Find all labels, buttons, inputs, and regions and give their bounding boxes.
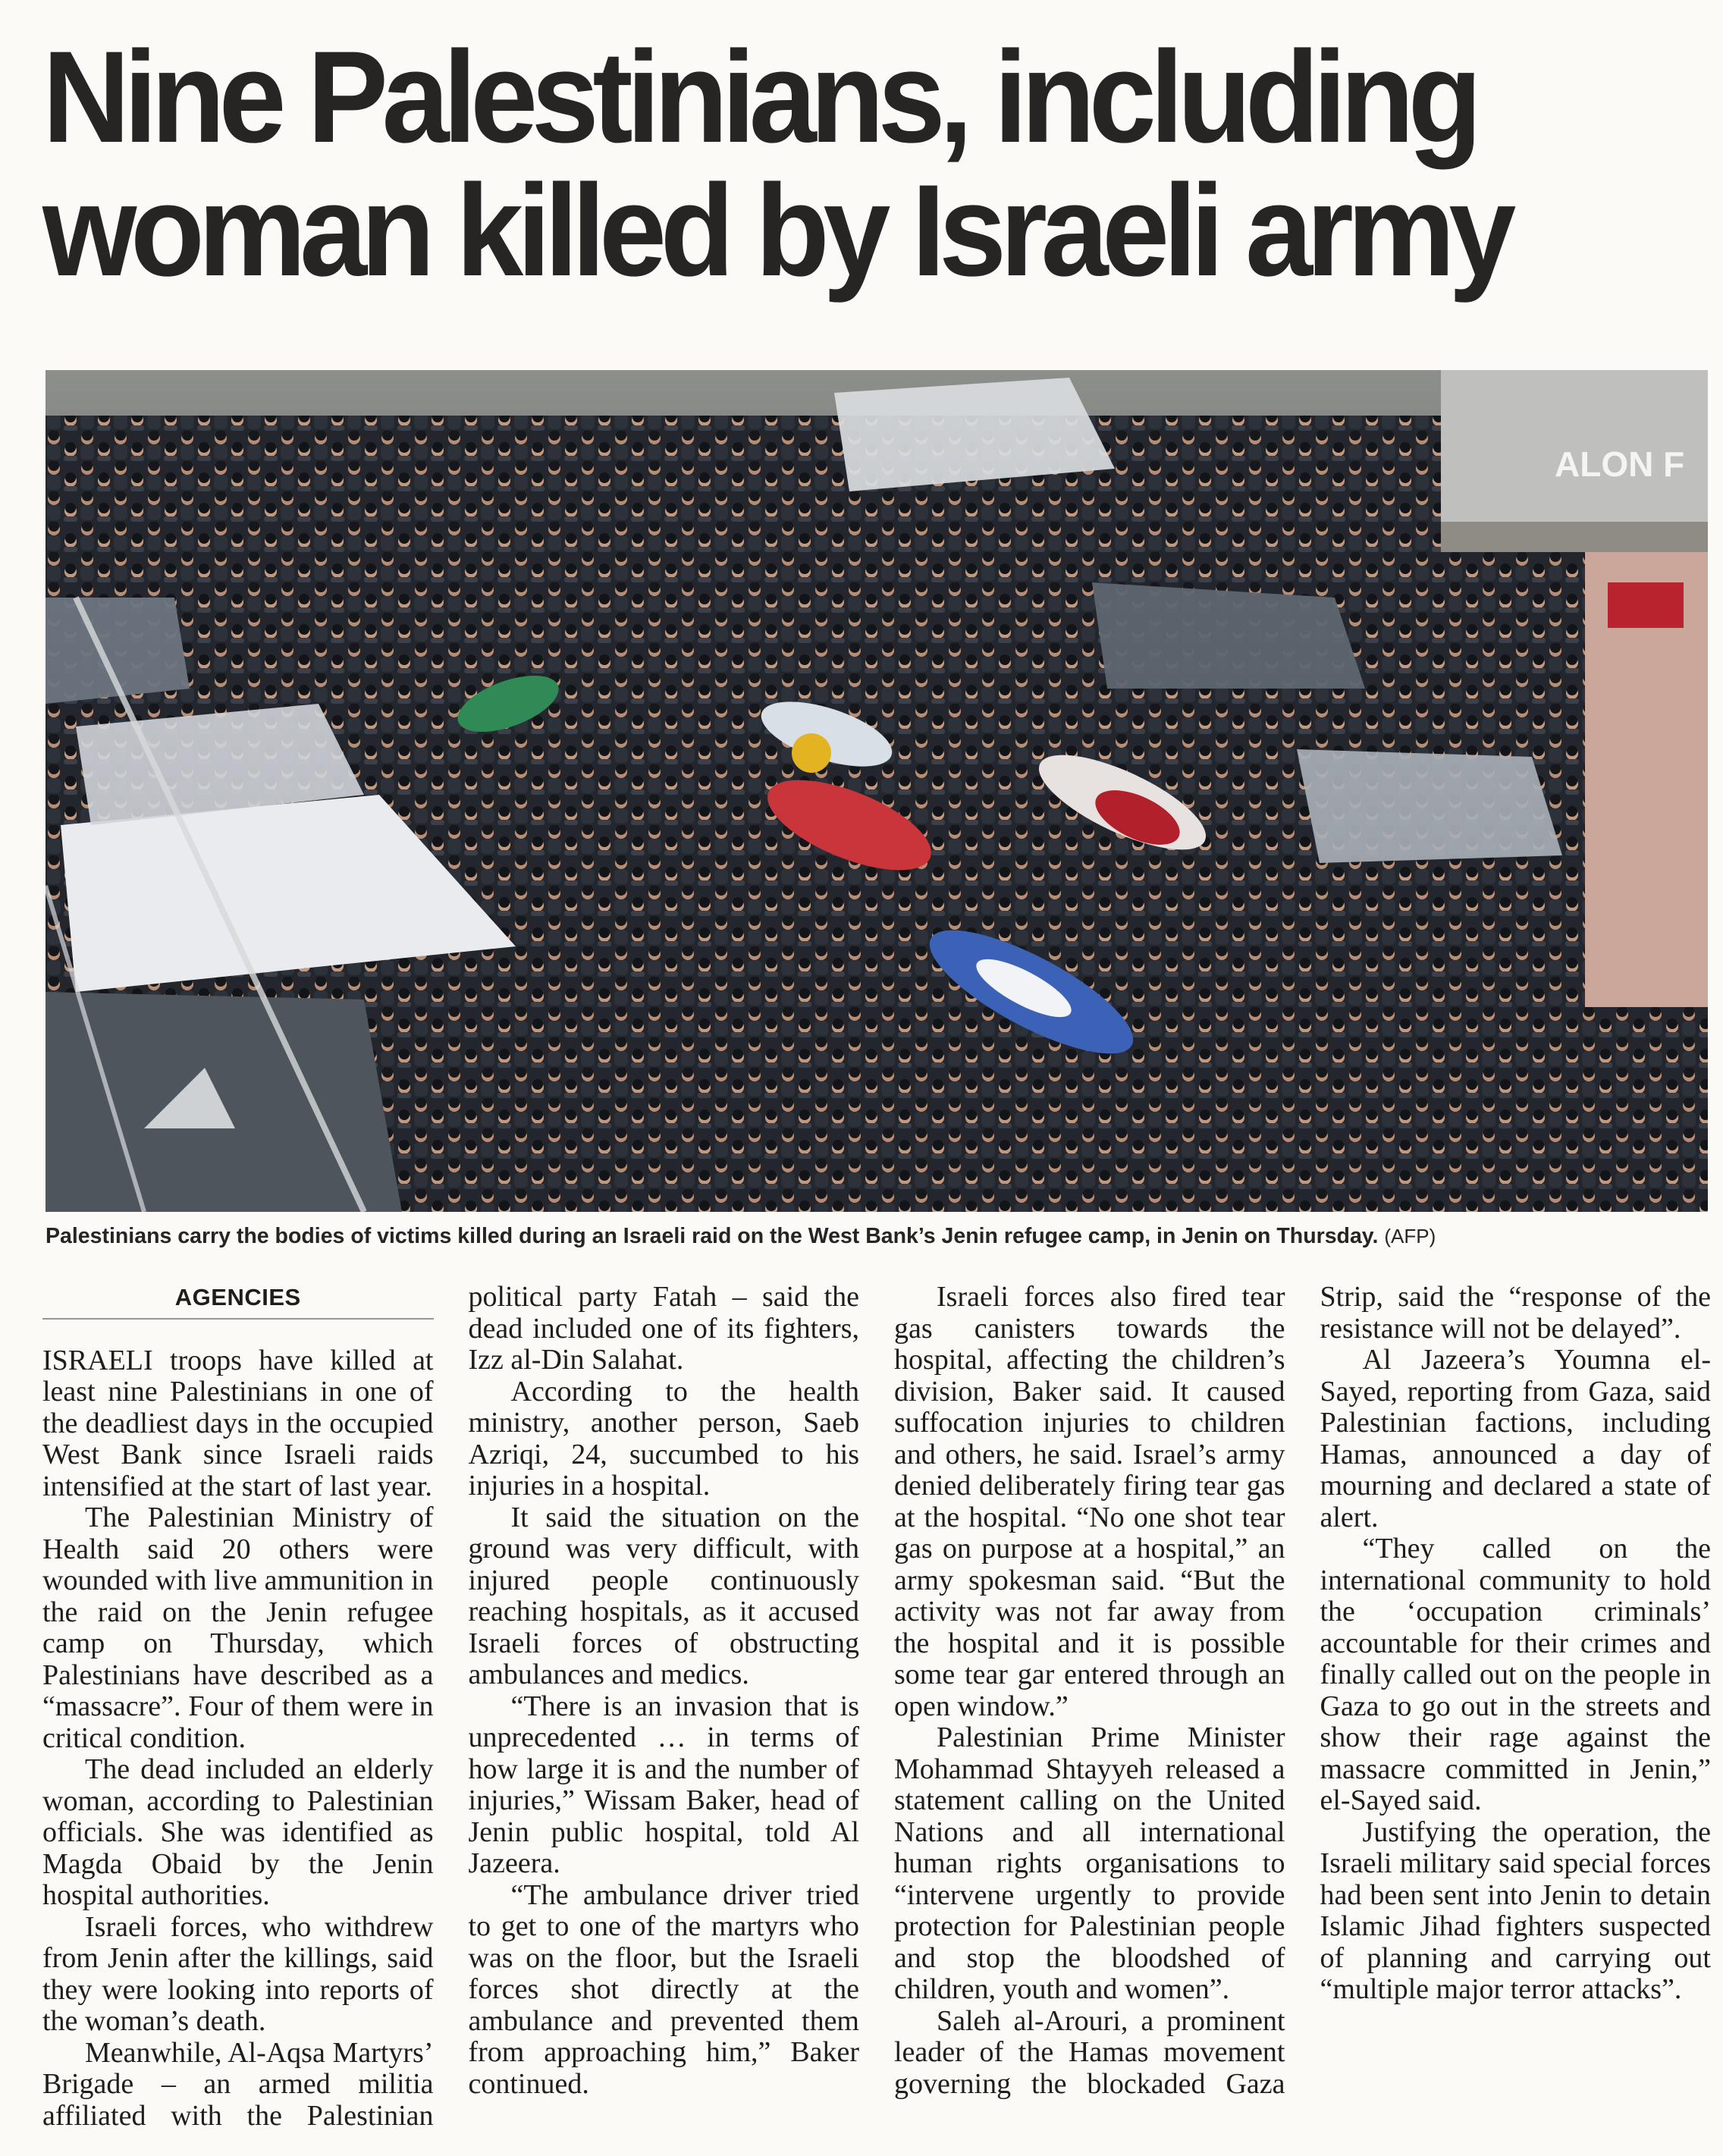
paragraph: ISRAELI troops have killed at least nine Palestinians in one of the deadliest days in the occupied West Bank since Israeli raids intensified at the start of last year.: [42, 1344, 434, 1502]
headline-line-1: Nine Palestinians, including: [42, 24, 1476, 170]
news-photo: [46, 370, 1708, 1212]
paragraph: Meanwhile, Al-Aqsa Martyrs’ Brigade – an armed militia affiliated with the Palestinian political party Fatah – said the dead included one of its fighters, Izz al-Din Salahat.: [42, 1281, 859, 2132]
caption-credit: (AFP): [1384, 1225, 1436, 1247]
paragraph: Al Jazeera’s Youmna el-Sayed, reporting from Gaza, said Palestinian factions, including Hamas, announced a day of mourning and declared a state of alert.: [1320, 1344, 1711, 1533]
paragraph: Justifying the operation, the Israeli military said special forces had been sent into Jenin to detain Islamic Jihad fighters suspected of planning and carrying out “multiple major terror attacks”.: [1320, 1815, 1711, 2005]
photo-sign-text: ALON F: [1555, 444, 1685, 484]
caption-text: Palestinians carry the bodies of victims killed during an Israeli raid on the West Bank’s Jenin refugee camp, in Jenin on Thursday.: [46, 1224, 1379, 1248]
paragraph: Saleh al-Arouri, a prominent leader of the Hamas movement governing the blockaded Gaza Strip, said the “response of the resistance will not be delayed”.: [894, 1281, 1711, 2100]
paragraph: Palestinian Prime Minister Mohammad Shtayyeh released a statement calling on the United Nations and all international human rights organisations to “intervene urgently to provide protection for Palestinian people and stop the bloodshed of children, youth and women”.: [894, 1721, 1285, 2005]
paragraph: “The ambulance driver tried to get to one of the martyrs who was on the floor, but the Israeli forces shot directly at the ambulance and prevented them from approaching him,” Baker continued.: [468, 1878, 859, 2100]
funeral-crowd-photo: [46, 370, 1708, 1212]
headline: [42, 24, 1696, 303]
paragraph: According to the health ministry, another person, Saeb Azriqi, 24, succumbed to his injuries in a hospital.: [468, 1375, 859, 1502]
paragraph: The Palestinian Ministry of Health said 20 others were wounded with live ammunition in the raid on the Jenin refugee camp on Thursday, which Palestinians have described as a “massacre”. Four of them were in critical condition.: [42, 1502, 434, 1754]
photo-caption: [46, 1222, 1708, 1250]
paragraph: “They called on the international community to hold the ‘occupation criminals’ accountable for their crimes and finally called out on the people in Gaza to go out in the streets and show their rage against the massacre committed in Jenin,” el-Sayed said.: [1320, 1533, 1711, 1816]
article-body: [42, 1282, 1711, 2154]
paragraph: It said the situation on the ground was very difficult, with injured people continuously reaching hospitals, as it accused Israeli forces of obstructing ambulances and medics.: [468, 1501, 859, 1690]
byline: AGENCIES: [42, 1282, 434, 1320]
paragraph: The dead included an elderly woman, according to Palestinian officials. She was identified as Magda Obaid by the Jenin hospital authorities.: [42, 1753, 434, 1911]
paragraph: Israeli forces also fired tear gas canisters towards the hospital, affecting the children’s division, Baker said. It caused suffocation injuries to children and others, he said. Israel’s army denied deliberately firing tear gas at the hospital. “No one shot tear gas on purpose at a hospital,” an army spokesman said. “But the activity was not far away from the hospital and it is possible some tear gar entered through an open window.”: [894, 1281, 1285, 1722]
paragraph: Israeli forces, who withdrew from Jenin after the killings, said they were looking into reports of the woman’s death.: [42, 1910, 434, 2037]
headline-line-2: woman killed by Israeli army: [42, 158, 1510, 303]
paragraph: “There is an invasion that is unprecedented … in terms of how large it is and the number of injuries,” Wissam Baker, head of Jenin public hospital, told Al Jazeera.: [468, 1690, 859, 1879]
